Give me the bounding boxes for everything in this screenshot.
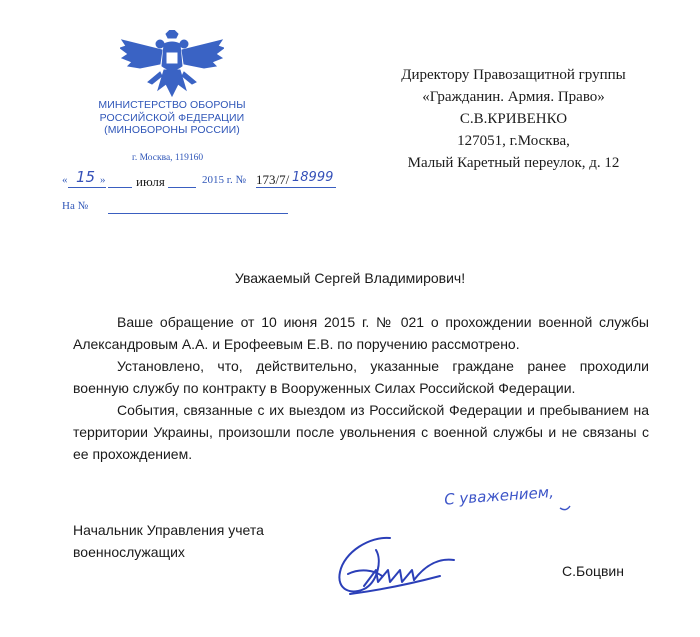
letter-body: [73, 311, 649, 465]
reference-line: [60, 198, 290, 218]
ministry-line: РОССИЙСКОЙ ФЕДЕРАЦИИ: [99, 111, 245, 124]
handwritten-regards: [440, 472, 590, 516]
double-headed-eagle-emblem-icon: [120, 30, 224, 102]
position-line: Начальник Управления учета: [73, 522, 264, 538]
body-paragraph: События, связанные с их выездом из Российской Федерации и пребыванием на территории Украины, произошли после увольнения с военной службы и не связаны с ее прохождением.: [73, 402, 649, 462]
city-line: г. Москва, 119160: [132, 153, 204, 163]
position-line: военнослужащих: [73, 544, 185, 560]
regards-text: С уважением,: [443, 482, 555, 509]
ministry-name: [82, 99, 262, 137]
salutation: Уважаемый Сергей Владимирович!: [234, 270, 466, 286]
date-year-label: 2015 г. №: [202, 174, 247, 186]
body-paragraph: Установлено, что, действительно, указанные граждане ранее проходили военную службу по контракту в Вооруженных Силах Российской Федерации.: [73, 358, 649, 396]
date-month: июля: [136, 174, 165, 189]
date-line: « 15 » июля 2015 г. № 173/7/ 18999: [60, 170, 360, 192]
addressee-line: С.В.КРИВЕНКО: [459, 111, 568, 127]
addressee-line: Малый Каретный переулок, д. 12: [407, 155, 620, 171]
doc-number-printed: 173/7/: [256, 172, 290, 187]
reference-label: На №: [62, 200, 89, 212]
doc-number-handwritten: 18999: [292, 170, 334, 185]
signer-name: С.Боцвин: [562, 563, 624, 579]
addressee-line: «Гражданин. Армия. Право»: [422, 89, 605, 105]
ministry-line: МИНИСТЕРСТВО ОБОРОНЫ: [98, 99, 246, 111]
body-paragraph: Ваше обращение от 10 июня 2015 г. № 021 о прохождении военной службы Александровым А.А. и Ерофеевым Е.В. по поручению рассмотрено.: [73, 314, 649, 352]
addressee-line: Директору Правозащитной группы: [401, 67, 626, 83]
date-day: 15: [76, 168, 96, 186]
handwritten-signature-icon: [330, 530, 470, 605]
addressee-line: 127051, г.Москва,: [457, 133, 570, 149]
ministry-line: (МИНОБОРОНЫ РОССИИ): [104, 124, 240, 136]
signer-position: [73, 519, 264, 563]
addressee-block: [376, 64, 651, 174]
